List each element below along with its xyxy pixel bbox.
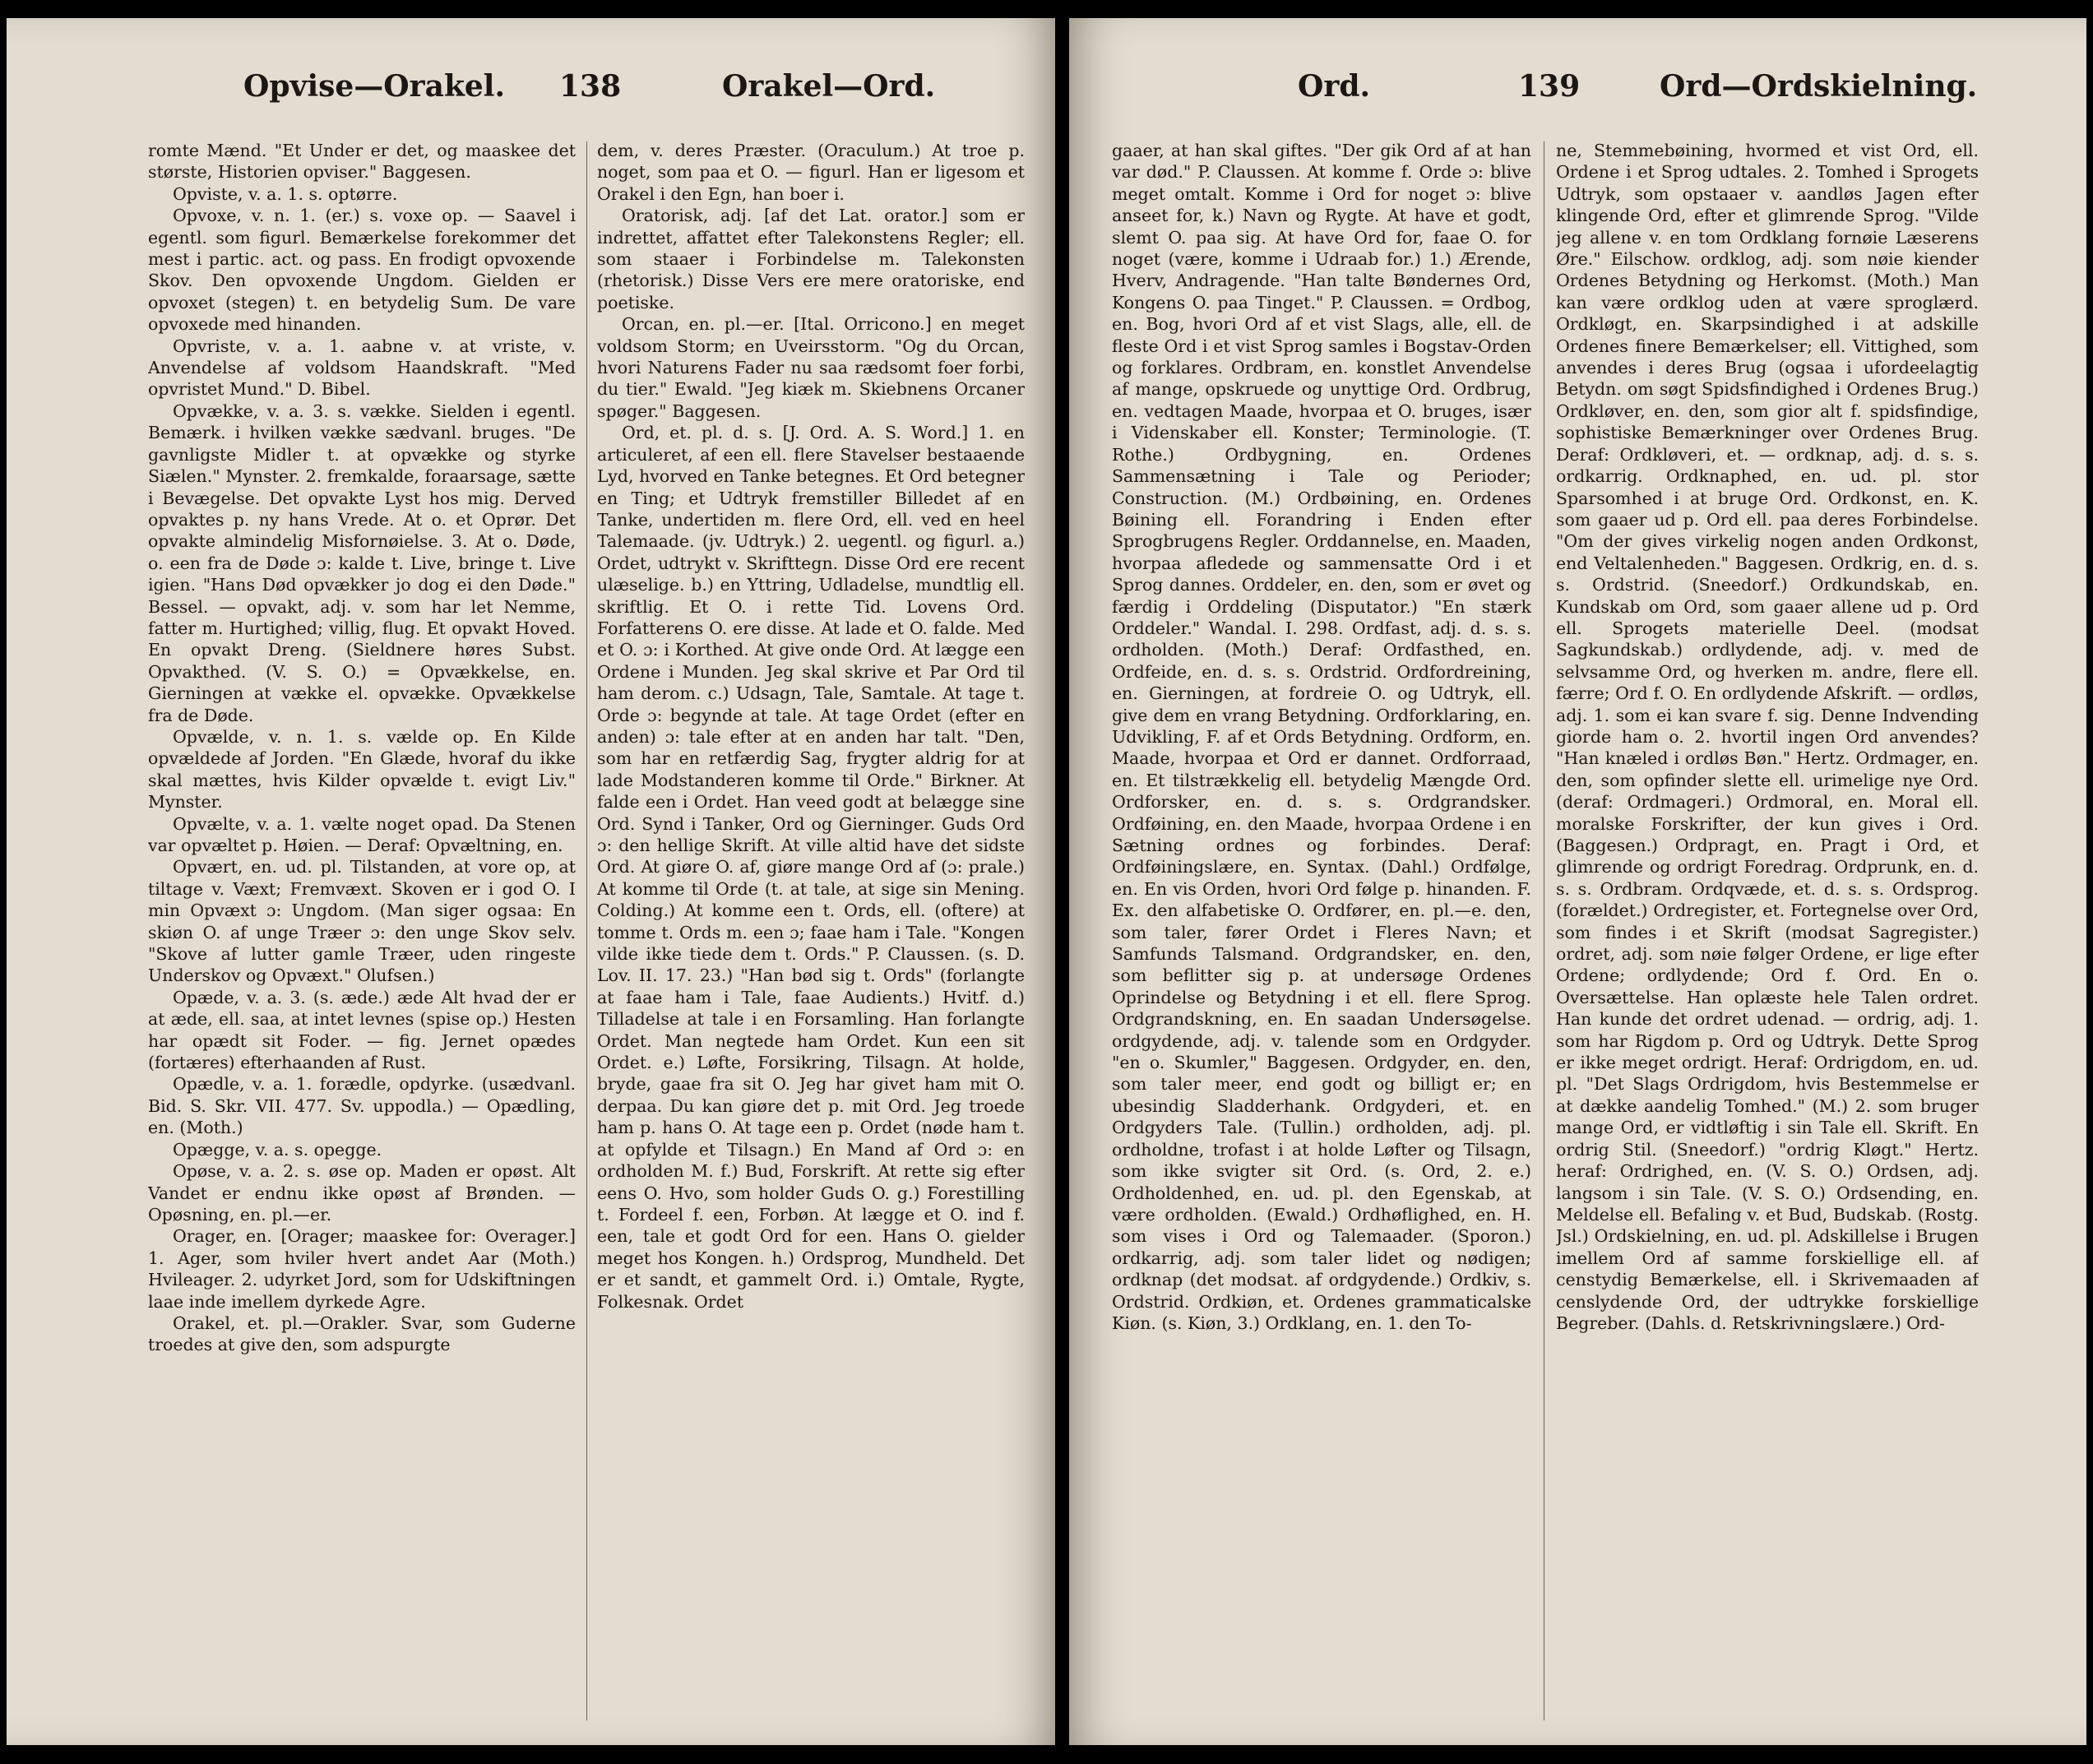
entry: Opædle, v. a. 1. forædle, opdyrke. (usædvanl. Bid. S. Skr. VII. 477. Sv. uppodla.) — Opædling, en. (Moth.) [148, 1074, 576, 1138]
entry: Opæde, v. a. 3. (s. æde.) æde Alt hvad der er at æde, ell. saa, at intet levnes (spise op.) Hesten har opædt sit Foder. — fig. Jernet opædes (fortæres) efterhaanden af Rust. [148, 987, 576, 1073]
entry: Opøse, v. a. 2. s. øse op. Maden er opøst. Alt Vandet er endnu ikke opøst af Brønden. — Opøsning, en. pl.—er. [148, 1161, 576, 1225]
right-page [1069, 18, 2086, 1745]
right-page-column-1 [1112, 140, 1531, 1727]
entry: Ord, et. pl. d. s. [J. Ord. A. S. Word.] 1. en articuleret, af een ell. flere Stavelser bestaaende Lyd, hvorved en Tanke betegnes. Et Ord betegner en Ting; et Udtryk fremstiller Billedet af en Tanke, undertiden m. flere Ord, ell. ved en heel Talemaade. (jv. Udtryk.) 2. uegentl. og figurl. a.) Ordet, udtrykt v. Skrifttegn. Disse Ord ere recent ulæselige. b.) en Yttring, Udladelse, mundtlig ell. skriftlig. Et O. i rette Tid. Lovens Ord. Forfatterens O. ere disse. At lade et O. falde. Med et O. ɔ: i Korthed. At give onde Ord. At lægge een Ordene i Munden. Jeg skal skrive et Par Ord til ham derom. c.) Udsagn, Tale, Samtale. At tage t. Orde ɔ: begynde at tale. At tage Ordet (efter en anden) ɔ: tale efter at en anden har talt. "Den, som har en retfærdig Sag, frygter aldrig for at lade Modstanderen komme til Orde." Birkner. At falde een i Ordet. Han veed godt at belægge sine Ord. Synd i Tanker, Ord og Gierninger. Guds Ord ɔ: den hellige Skrift. At ville altid have det sidste Ord. At giøre O. af, giøre mange Ord af (ɔ: prale.) At komme til Orde (t. at tale, at sige sin Mening. Colding.) At komme een t. Ords, ell. (oftere) at tomme t. Ords m. een ɔ; faae ham i Tale. "Kongen vilde ikke tiede dem t. Ords." P. Claussen. (s. D. Lov. II. 17. 23.) "Han bød sig t. Ords" (forlangte at faae ham i Tale, faae Audients.) Hvitf. d.) Tilladelse at tale i en Forsamling. Han forlangte Ordet. Man negtede ham Ordet. Kun een sit Ordet. e.) Løfte, Forsikring, Tilsagn. At holde, bryde, gaae fra sit O. Jeg har givet ham mit O. derpaa. Du kan giøre det p. mit Ord. Jeg troede ham p. hans O. At tage een p. Ordet (nøde ham t. at opfylde et Tilsagn.) En Mand af Ord ɔ: en ordholden M. f.) Bud, Forskrift. At rette sig efter eens O. Hvo, som holder Guds O. g.) Forestilling t. Fordeel f. een, Forbøn. At lægge et O. ind f. een, tale et godt Ord for een. Hans O. gielder meget hos Kongen. h.) Ordsprog, Mundheld. Det er et sandt, et gammelt Ord. i.) Omtale, Rygte, Folkesnak. Ordet [597, 423, 1025, 1312]
left-header-guide-start: Opvise—Orakel. [243, 69, 506, 104]
right-header-guide-start: Ord. [1298, 69, 1371, 104]
entry: gaaer, at han skal giftes. "Der gik Ord af at han var død." P. Claussen. At komme f. Orde ɔ: blive meget omtalt. Komme i Ord for noget ɔ: blive anseet for, k.) Navn og Rygte. At have et godt, slemt O. paa sig. At have Ord for, faae O. for noget (være, komme i Udraab for.) 1.) Ærende, Hverv, Andragende. "Han talte Bøndernes Ord, Kongens O. paa Tinget." P. Claussen. = Ordbog, en. Bog, hvori Ord af et vist Slags, alle, ell. de fleste Ord i et vist Sprog samles i Bogstav-Orden og forklares. Ordbram, en. konstlet Anvendelse af mange, opskruede og unyttige Ord. Ordbrug, en. vedtagen Maade, hvorpaa et O. bruges, især i Videnskaber ell. Konster; Terminologie. (T. Rothe.) Ordbygning, en. Ordenes Sammensætning i Tale og Perioder; Construction. (M.) Ordbøining, en. Ordenes Bøining ell. Forandring i Enden efter Sprogbrugens Regler. Orddannelse, en. Maaden, hvorpaa afledede og sammensatte Ord i et Sprog dannes. Orddeler, en. den, som er øvet og færdig i Orddeling (Disputator.) "En stærk Orddeler." Wandal. I. 298. Ordfast, adj. d. s. s. ordholden. (Moth.) Deraf: Ordfasthed, en. Ordfeide, en. d. s. s. Ordstrid. Ordfordreining, en. Gierningen, at fordreie O. og Udtryk, ell. give dem en vrang Betydning. Ordforklaring, en. Udvikling, F. af et Ords Betydning. Ordform, en. Maade, hvorpaa et Ord er dannet. Ordforraad, en. Et tilstrækkelig ell. betydelig Mængde Ord. Ordforsker, en. d. s. s. Ordgrandsker. Ordføining, en. den Maade, hvorpaa Ordene i en Sætning ordnes og forbindes. Deraf: Ordføiningslære, en. Syntax. (Dahl.) Ordfølge, en. En vis Orden, hvori Ord følge p. hinanden. F. Ex. den alfabetiske O. Ordfører, en. pl.—e. den, som taler, fører Ordet i Fleres Navn; et Samfunds Talsmand. Ordgrandsker, en. den, som beflitter sig p. at undersøge Ordenes Oprindelse og Betydning i et ell. flere Sprog. Ordgrandskning, en. En saadan Undersøgelse. ordgydende, adj. v. talende som en Ordgyder. "en o. Skumler," Baggesen. Ordgyder, en. den, som taler meer, end godt og billigt er; en ubesindig Sladderhank. Ordgyderi, et. en Ordgyders Tale. (Tullin.) ordholden, adj. pl. ordholdne, trofast i at holde Løfter og Tilsagn, som ikke svigter sit Ord. (s. Ord, 2. e.) Ordholdenhed, en. ud. pl. den Egenskab, at være ordholden. (Ewald.) Ordhøflighed, en. H. som vises i Ord og Talemaader. (Sporon.) ordkarrig, adj. som taler lidet og nødigen; ordknap (det modsat. af ordgydende.) Ordkiv, s. Ordstrid. Ordkiøn, et. Ordenes grammaticalske Kiøn. (s. Kiøn, 3.) Ordklang, en. 1. den To- [1112, 141, 1531, 1333]
left-header-guide-end: Orakel—Ord. [722, 69, 936, 104]
entry: Opvriste, v. a. 1. aabne v. at vriste, v. Anvendelse af voldsom Haandskraft. "Med opvristet Mund." D. Bibel. [148, 336, 576, 400]
left-page-column-2 [597, 140, 1025, 1727]
entry: Orakel, et. pl.—Orakler. Svar, som Guderne troedes at give den, som adspurgte [148, 1313, 576, 1355]
left-page-header [7, 69, 1055, 115]
entry: Oratorisk, adj. [af det Lat. orator.] som er indrettet, affattet efter Talekonstens Regler; ell. som staaer i Forbindelse m. Talekonsten (rhetorisk.) Disse Vers ere mere oratoriske, end poetiske. [597, 206, 1025, 313]
entry: Opvoxe, v. n. 1. (er.) s. voxe op. — Saavel i egentl. som figurl. Bemærkelse forekommer det mest i partic. act. og pass. En frodigt opvoxende Skov. Den opvoxende Ungdom. Gielden er opvoxet (stegen) t. en betydelig Sum. De vare opvoxede med hinanden. [148, 206, 576, 335]
left-page-column-1 [148, 140, 576, 1727]
entry: Opviste, v. a. 1. s. optørre. [173, 183, 398, 204]
entry: Orcan, en. pl.—er. [Ital. Orricono.] en meget voldsom Storm; en Uveirsstorm. "Og du Orcan, hvori Naturens Fader nu saa rædsomt foer forbi, du tier." Ewald. "Jeg kiæk m. Skiebnens Orcaner spøger." Baggesen. [597, 314, 1025, 421]
left-column-divider [586, 141, 587, 1720]
entry: dem, v. deres Præster. (Oraculum.) At troe p. noget, som paa et O. — figurl. Han er ligesom et Orakel i den Egn, han boer i. [597, 141, 1025, 204]
entry: Opægge, v. a. s. opegge. [173, 1139, 382, 1160]
entry: Opvært, en. ud. pl. Tilstanden, at vore op, at tiltage v. Væxt; Fremvæxt. Skoven er i god O. I min Opvæxt ɔ: Ungdom. (Man siger ogsaa: En skiøn O. af unge Træer ɔ: den unge Skov selv. "Skove af lutter gamle Træer, uden ringeste Underskov og Opvæxt." Olufsen.) [148, 857, 576, 986]
right-page-number: 139 [1518, 69, 1581, 104]
entry: romte Mænd. "Et Under er det, og maaskee det største, Historien opviser." Baggesen. [148, 141, 576, 183]
entry: Opvælte, v. a. 1. vælte noget opad. Da Stenen var opvæltet p. Høien. — Deraf: Opvæltning, en. [148, 813, 576, 855]
entry: Orager, en. [Orager; maaskee for: Overager.] 1. Ager, som hviler hvert andet Aar (Moth.) Hvileager. 2. udyrket Jord, som for Udskiftningen laae inde imellem dyrkede Agre. [148, 1226, 576, 1312]
right-page-header [1069, 69, 2086, 115]
entry: Opvælde, v. n. 1. s. vælde op. En Kilde opvældede af Jorden. "En Glæde, hvoraf du ikke skal mættes, hvis Kilder opvælde t. evigt Liv." Mynster. [148, 726, 576, 813]
right-page-column-2 [1556, 140, 1979, 1727]
entry: Opvække, v. a. 3. s. vække. Sielden i egentl. Bemærk. i hvilken vække sædvanl. bruges. "De gavnligste Midler t. at opvække og styrke Siælen." Mynster. 2. fremkalde, foraarsage, sætte i Bevægelse. Det opvakte Lyst hos mig. Derved opvaktes p. ny hans Vrede. At o. et Oprør. Det opvakte almindelig Misfornøielse. 3. At o. Døde, o. een fra de Døde ɔ: kalde t. Live, bringe t. Live igien. "Hans Død opvækker jo dog ei den Døde." Bessel. — opvakt, adj. v. som har let Nemme, fatter m. Hurtighed; villig, flug. Et opvakt Hoved. En opvakt Dreng. (Sieldnere høres Subst. Opvakthed. (V. S. O.) = Opvækkelse, en. Gierningen at vække el. opvække. Opvækkelse fra de Døde. [148, 400, 576, 725]
left-page [7, 18, 1055, 1745]
entry: ne, Stemmebøining, hvormed et vist Ord, ell. Ordene i et Sprog udtales. 2. Tomhed i Sprogets Udtryk, som opstaaer v. aandløs Jagen efter klingende Ord, efter et glimrende Sprog. "Vilde jeg allene v. en tom Ordklang fornøie Læserens Øre." Eilschow. ordklog, adj. som nøie kiender Ordenes Betydning og Herkomst. (Moth.) Man kan være ordklog uden at være sproglærd. Ordkløgt, en. Skarpsindighed i at adskille Ordenes finere Bemærkelser; ell. Vittighed, som anvendes i deres Brug (ogsaa i ufordeelagtig Betydn. om søgt Spidsfindighed i Ordenes Brug.) Ordkløver, en. den, som gior alt f. spidsfindige, sophistiske Bemærkninger over Ordenes Brug. Deraf: Ordkløveri, et. — ordknap, adj. d. s. s. ordkarrig. Ordknaphed, en. ud. pl. stor Sparsomhed i at bruge Ord. Ordkonst, en. K. som gaaer ud p. Ord ell. paa deres Forbindelse. "Om der gives virkelig nogen anden Ordkonst, end Veltalenheden." Baggesen. Ordkrig, en. d. s. s. Ordstrid. (Sneedorf.) Ordkundskab, en. Kundskab om Ord, som gaaer allene ud p. Ord ell. Sprogets materielle Deel. (modsat Sagkundskab.) ordlydende, adj. v. med de selvsamme Ord, og hverken m. andre, flere ell. færre; Ord f. O. En ordlydende Afskrift. — ordløs, adj. 1. som ei kan svare f. sig. Denne Indvending giorde ham o. 2. hvortil ingen Ord anvendes? "Han knæled i ordløs Bøn." Hertz. Ordmager, en. den, som opfinder slette ell. urimelige nye Ord. (deraf: Ordmageri.) Ordmoral, en. Moral ell. moralske Forskrifter, der kun gives i Ord. (Baggesen.) Ordpragt, en. Pragt i Ord, et glimrende og ordrigt Foredrag. Ordprunk, en. d. s. s. Ordbram. Ordqvæde, et. d. s. s. Ordsprog. (forældet.) Ordregister, et. Fortegnelse over Ord, som findes i et Skrift (modsat Sagregister.) ordret, adj. som nøie følger Ordene, er lige efter Ordene; ordlydende; Ord f. Ord. En o. Oversættelse. Han oplæste hele Talen ordret. Han kunde det ordret udenad. — ordrig, adj. 1. som har Rigdom p. Ord og Udtryk. Dette Sprog er ikke meget ordrigt. Heraf: Ordrigdom, en. ud. pl. "Det Slags Ordrigdom, hvis Bestemmelse er at dække aandelig Tomhed." (M.) 2. som bruger mange Ord, er vidtløftig i sin Tale ell. Skrift. En ordrig Stil. (Sneedorf.) "ordrig Kløgt." Hertz. heraf: Ordrighed, en. (V. S. O.) Ordsen, adj. langsom i sin Tale. (V. S. O.) Ordsending, en. Meldelse ell. Befaling v. et Bud, Budskab. (Rostg. Jsl.) Ordskielning, en. ud. pl. Adskillelse i Brugen imellem Ord af samme forskiellige ell. af censtydig Bemærkelse, ell. i Skrivemaaden af censlydende Ord, der udtrykke forskiellige Begreber. (Dahls. d. Retskrivningslære.) Ord- [1556, 141, 1979, 1333]
left-page-number: 138 [559, 69, 622, 104]
right-header-guide-end: Ord—Ordskielning. [1660, 69, 1978, 104]
